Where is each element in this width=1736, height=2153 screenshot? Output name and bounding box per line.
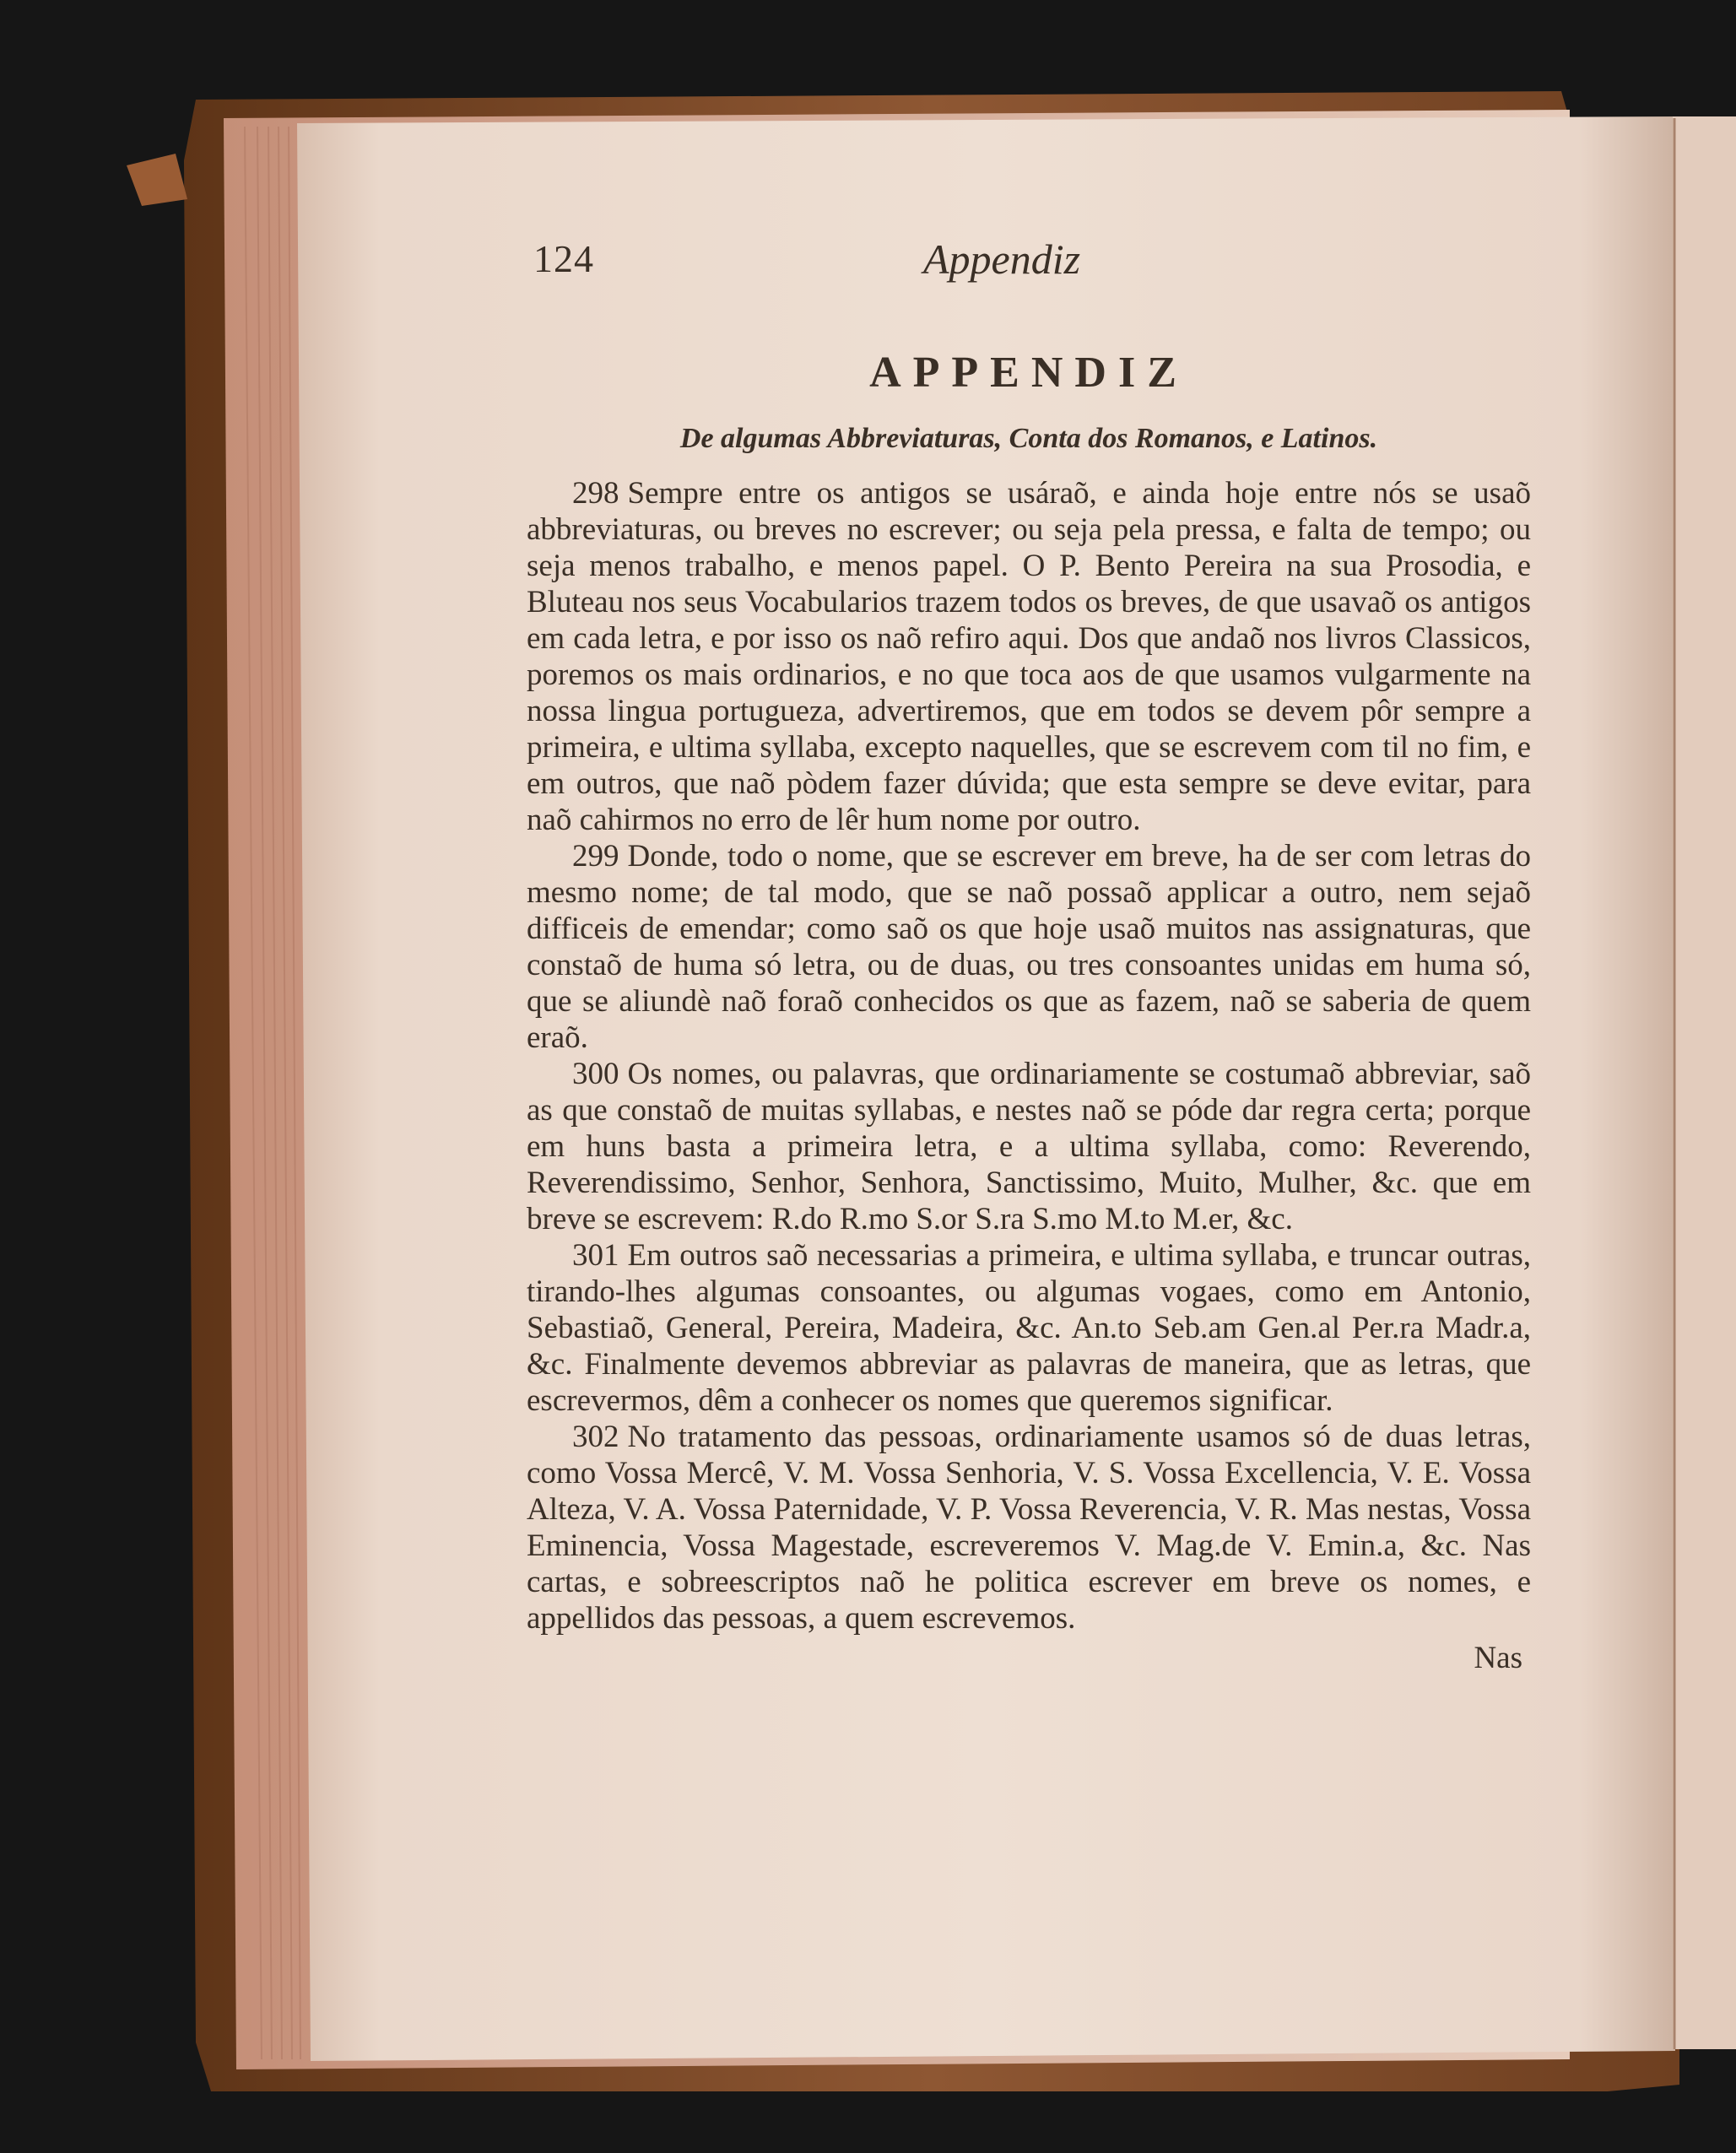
paragraph-number: 298 (572, 476, 619, 511)
paragraph-text: Donde, todo o nome, que se escrever em breve, ha de ser com letras do mesmo nome; de tal modo, que se naõ possaõ applicar a outro, nem sejaõ difficeis de emendar; como saõ os que hoje usaõ muitos nas assignaturas, que constaõ de huma só letra, ou de duas, ou tres consoantes unidas em huma só, que se aliundè naõ foraõ conhecidos os que as fazem, naõ se saberia de quem eraõ. (527, 839, 1531, 1055)
paragraph-text: Em outros saõ necessarias a primeira, e ultima syllaba, e truncar outras, tirando-lhes algumas consoantes, ou algumas vogaes, como em Antonio, Sebastiaõ, General, Pereira, Madeira, &c. An.to Seb.am Gen.al Per.ra Madr.a, &c. Finalmente devemos abbreviar as palavras de maneira, que as letras, que escrevermos, dêm a conhecer os nomes que queremos significar. (527, 1238, 1531, 1418)
paragraph-text: Os nomes, ou palavras, que ordinariamente se costumaõ abbreviar, saõ as que constaõ de muitas syllabas, e nestes naõ se póde dar regra certa; porque em huns basta a primeira letra, e a ultima syllaba, como: Reverendo, Reverendissimo, Senhor, Senhora, Sanctissimo, Muito, Mulher, &c. que em breve se escrevem: R.do R.mo S.or S.ra S.mo M.to M.er, &c. (527, 1057, 1531, 1236)
paragraph-298 (527, 475, 1531, 838)
running-title: Appendiz (923, 235, 1081, 283)
paragraph-number: 301 (572, 1238, 619, 1273)
paragraph-299 (527, 838, 1531, 1056)
paragraph-number: 299 (572, 839, 619, 874)
paragraph-number: 302 (572, 1420, 619, 1454)
paragraph-text: Sempre entre os antigos se usáraõ, e ainda hoje entre nós se usaõ abbreviaturas, ou breves no escrever; ou seja pela pressa, e falta de tempo; ou seja menos trabalho, e menos papel. O P. Bento Pereira na sua Prosodia, e Bluteau nos seus Vocabularios trazem todos os breves, de que usavaõ os antigos em cada letra, e por isso os naõ refiro aqui. Dos que andaõ nos livros Classicos, poremos os mais ordinarios, e no que toca aos de que usamos vulgarmente na nossa lingua portugueza, advertiremos, que em todos se devem pôr sempre a primeira, e ultima syllaba, excepto naquelles, que se escrevem com til no fim, e em outros, que naõ pòdem fazer dúvida; que esta sempre se deve evitar, para naõ cahirmos no erro de lêr hum nome por outro. (527, 476, 1531, 837)
cover-tab (127, 154, 187, 206)
paragraph-text: No tratamento das pessoas, ordinariamente usamos só de duas letras, como Vossa Mercê, V. M. Vossa Senhoria, V. S. Vossa Excellencia, V. E. Vossa Alteza, V. A. Vossa Paternidade, V. P. Vossa Reverencia, V. R. Mas nestas, Vossa Eminencia, Vossa Magestade, escreveremos V. Mag.de V. Emin.a, &c. Nas cartas, e sobreescriptos naõ he politica escrever em breve os nomes, e appellidos das pessoas, a quem escrevemos. (527, 1420, 1531, 1636)
running-head (527, 228, 1531, 295)
page-text (527, 228, 1531, 1676)
section-heading: APPENDIZ (869, 349, 1188, 397)
paragraph-302 (527, 1419, 1531, 1636)
section-subheading: De algumas Abbreviaturas, Conta dos Romanos, e Latinos. (679, 423, 1378, 454)
catchword: Nas (1474, 1641, 1522, 1675)
page-number: 124 (533, 237, 594, 280)
paragraph-number: 300 (572, 1057, 619, 1091)
facing-page (1673, 116, 1736, 2049)
paragraph-301 (527, 1237, 1531, 1419)
paragraph-300 (527, 1056, 1531, 1237)
